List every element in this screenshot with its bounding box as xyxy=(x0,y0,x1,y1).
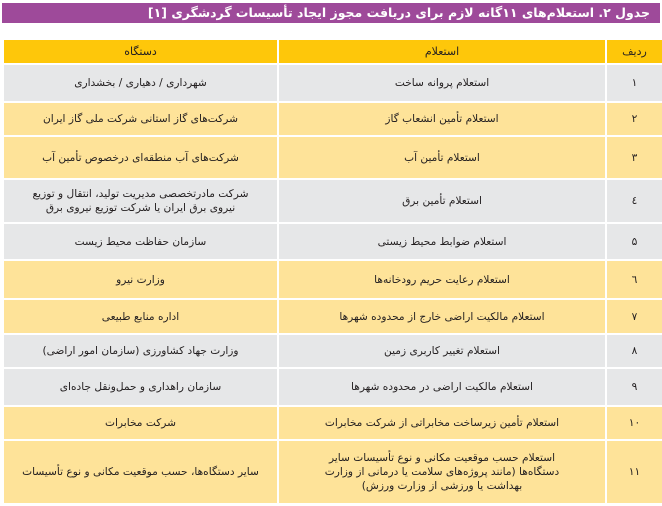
row-number: ۱۱ xyxy=(607,441,662,503)
inquiry-cell: استعلام تأمین آب xyxy=(279,137,605,178)
header-inquiry: استعلام xyxy=(279,40,605,63)
inquiry-cell: استعلام تأمین انشعاب گاز xyxy=(279,103,605,135)
inquiry-cell: استعلام ضوابط محیط زیستی xyxy=(279,224,605,259)
organization-cell xyxy=(4,180,277,222)
header-row-number: ردیف xyxy=(607,40,662,63)
inquiry-cell: استعلام مالکیت اراضی در محدوده شهرها xyxy=(279,369,605,405)
inquiry-cell: استعلام رعایت حریم رودخانه‌ها xyxy=(279,261,605,298)
row-number: ۳ xyxy=(607,137,662,178)
inquiry-cell: استعلام پروانه ساخت xyxy=(279,65,605,101)
inquiry-cell: استعلام تغییر کاربری زمین xyxy=(279,335,605,367)
row-number: ۷ xyxy=(607,300,662,333)
row-number: ۲ xyxy=(607,103,662,135)
row-number: ٦ xyxy=(607,261,662,298)
organization-cell: سازمان راهداری و حمل‌ونقل جاده‌ای xyxy=(4,369,277,405)
inquiry-cell: استعلام تأمین زیرساخت مخابراتی از شرکت مخابرات xyxy=(279,407,605,439)
table-row xyxy=(4,369,662,405)
organization-cell: سازمان حفاظت محیط زیست xyxy=(4,224,277,259)
inquiry-cell: استعلام تأمین برق xyxy=(279,180,605,222)
table-row xyxy=(4,261,662,298)
table-row xyxy=(4,180,662,222)
table-row xyxy=(4,224,662,259)
row-number: ۸ xyxy=(607,335,662,367)
organization-cell: اداره منابع طبیعی xyxy=(4,300,277,333)
table-title: جدول ۲. استعلام‌های ۱۱گانه لازم برای دریافت مجوز ایجاد تأسیسات گردشگری [۱] xyxy=(2,3,660,23)
organization-cell: شرکت‌های گاز استانی شرکت ملی گاز ایران xyxy=(4,103,277,135)
row-number: ۵ xyxy=(607,224,662,259)
row-number: ۱ xyxy=(607,65,662,101)
table-row xyxy=(4,103,662,135)
header-organization: دستگاه xyxy=(4,40,277,63)
table-row xyxy=(4,65,662,101)
row-number: ۹ xyxy=(607,369,662,405)
organization-cell: شهرداری / دهیاری / بخشداری xyxy=(4,65,277,101)
organization-cell: شرکت‌های آب منطقه‌ای درخصوص تأمین آب xyxy=(4,137,277,178)
table-row xyxy=(4,137,662,178)
table-header-row xyxy=(4,40,662,63)
table-row xyxy=(4,335,662,367)
organization-text: سایر دستگاه‌ها، حسب موقعیت مکانی و نوع تأسیسات xyxy=(22,466,259,478)
organization-cell xyxy=(4,441,277,503)
inquiry-text: استعلام حسب موقعیت مکانی و نوع تأسیسات سایر دستگاه‌ها (مانند پروژه‌های سلامت یا درمانی از وزارت بهداشت یا ورزشی از وزارت ورزش) xyxy=(324,452,560,492)
row-number: ۱۰ xyxy=(607,407,662,439)
table-row xyxy=(4,441,662,503)
table-row xyxy=(4,407,662,439)
table-row xyxy=(4,300,662,333)
organization-text: شرکت مادرتخصصی مدیریت تولید، انتقال و توزیع نیروی برق ایران یا شرکت توزیع نیروی برق xyxy=(32,188,249,214)
inquiry-cell: استعلام مالکیت اراضی خارج از محدوده شهرها xyxy=(279,300,605,333)
inquiry-cell xyxy=(279,441,605,503)
inquiries-table xyxy=(2,38,662,505)
organization-cell: وزارت جهاد کشاورزی (سازمان امور اراضی) xyxy=(4,335,277,367)
organization-cell: شرکت مخابرات xyxy=(4,407,277,439)
row-number: ٤ xyxy=(607,180,662,222)
organization-cell: وزارت نیرو xyxy=(4,261,277,298)
